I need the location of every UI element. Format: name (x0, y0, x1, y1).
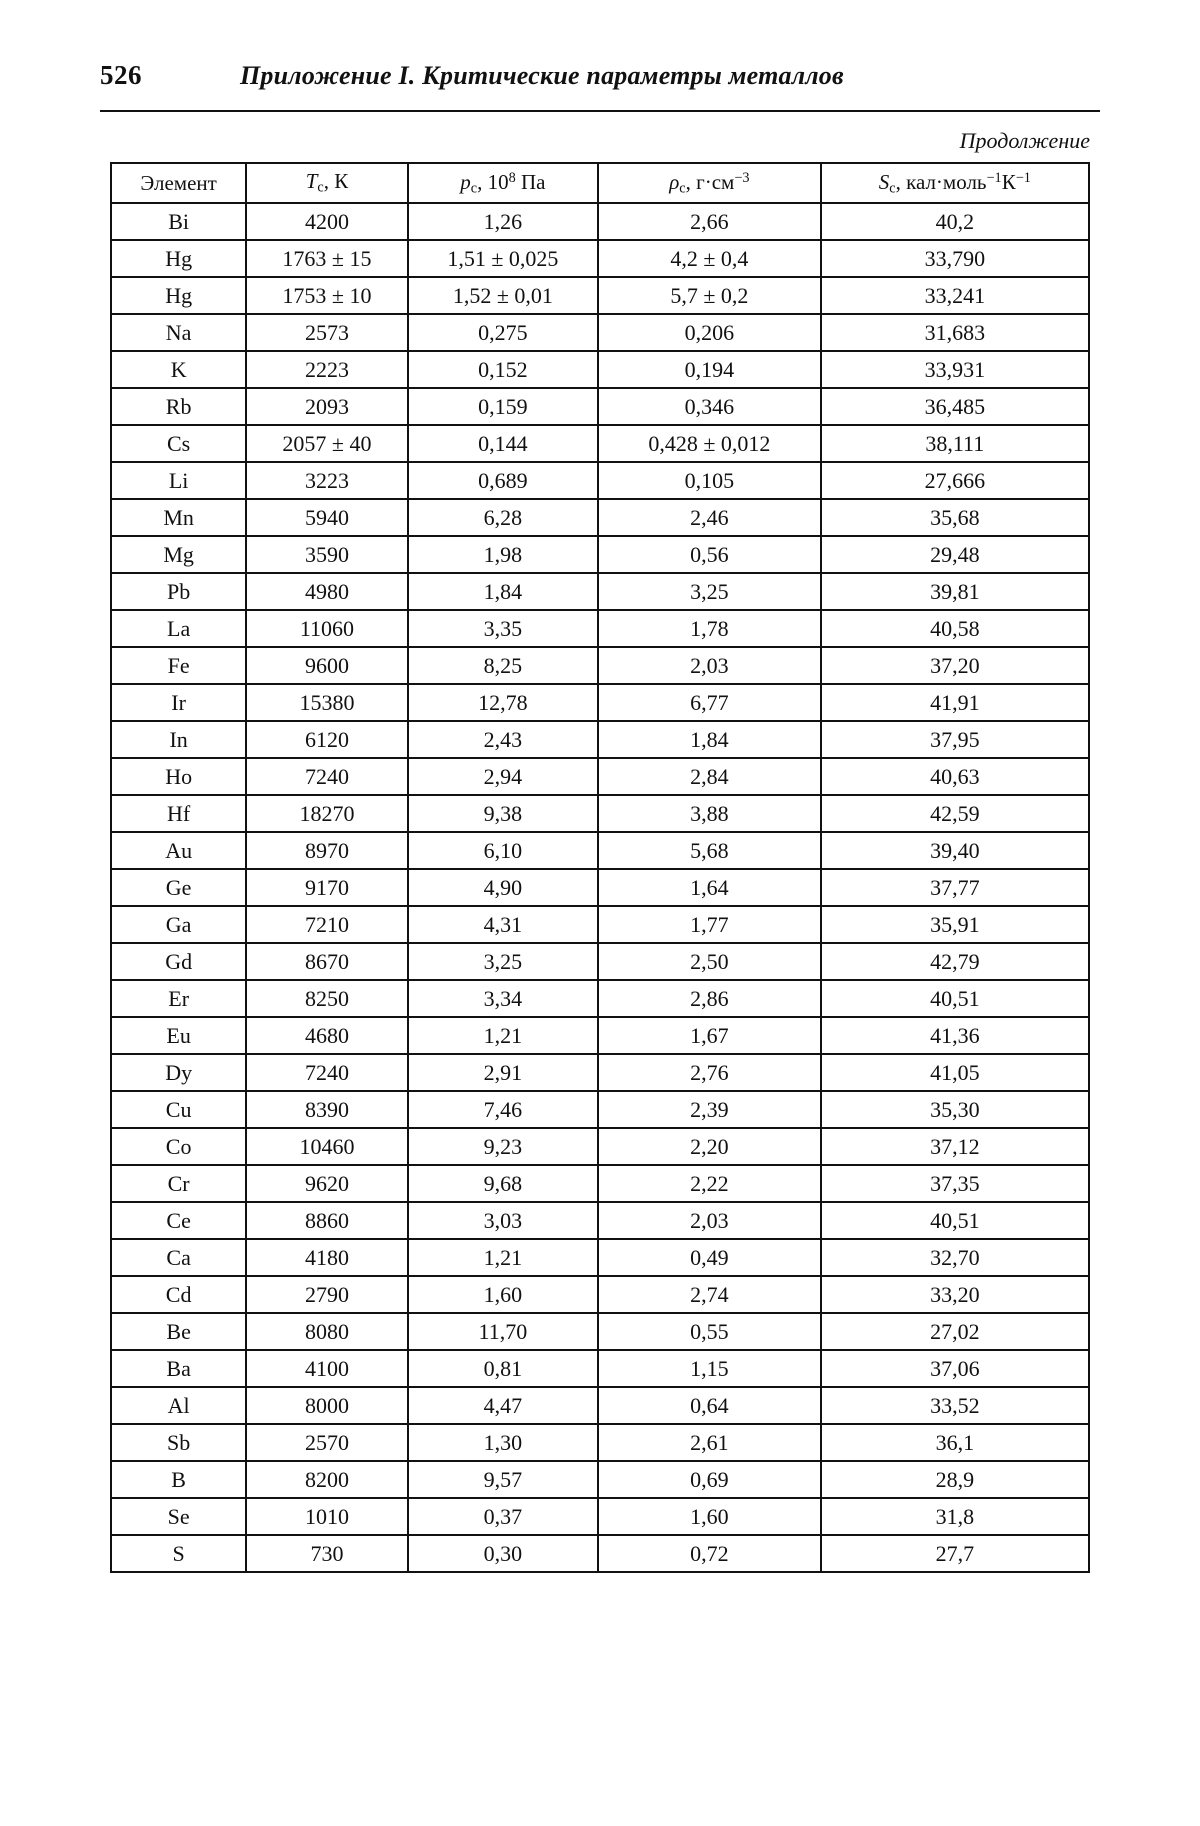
cell-rho: 0,55 (598, 1313, 821, 1350)
cell-rho: 1,64 (598, 869, 821, 906)
cell-rho: 0,49 (598, 1239, 821, 1276)
cell-pc: 9,38 (408, 795, 598, 832)
cell-pc: 2,91 (408, 1054, 598, 1091)
cell-tc: 4680 (246, 1017, 407, 1054)
cell-element: Fe (111, 647, 246, 684)
cell-pc: 11,70 (408, 1313, 598, 1350)
table-row (111, 1202, 1089, 1239)
cell-pc: 1,21 (408, 1239, 598, 1276)
cell-pc: 9,23 (408, 1128, 598, 1165)
page-title: Приложение I. Критические параметры металлов (240, 61, 844, 90)
cell-rho: 3,25 (598, 573, 821, 610)
table-row (111, 388, 1089, 425)
table-row (111, 1091, 1089, 1128)
cell-pc: 3,25 (408, 943, 598, 980)
cell-pc: 2,43 (408, 721, 598, 758)
cell-pc: 3,03 (408, 1202, 598, 1239)
cell-sc: 37,20 (821, 647, 1089, 684)
table-row (111, 906, 1089, 943)
cell-tc: 6120 (246, 721, 407, 758)
cell-element: Ce (111, 1202, 246, 1239)
cell-tc: 9620 (246, 1165, 407, 1202)
cell-rho: 5,7 ± 0,2 (598, 277, 821, 314)
cell-rho: 2,22 (598, 1165, 821, 1202)
table-row (111, 499, 1089, 536)
cell-sc: 37,95 (821, 721, 1089, 758)
cell-pc: 1,98 (408, 536, 598, 573)
cell-tc: 3223 (246, 462, 407, 499)
cell-element: Au (111, 832, 246, 869)
table-row (111, 758, 1089, 795)
cell-pc: 8,25 (408, 647, 598, 684)
cell-pc: 12,78 (408, 684, 598, 721)
cell-tc: 3590 (246, 536, 407, 573)
cell-pc: 6,10 (408, 832, 598, 869)
cell-tc: 7240 (246, 1054, 407, 1091)
cell-sc: 33,52 (821, 1387, 1089, 1424)
cell-pc: 3,35 (408, 610, 598, 647)
cell-element: K (111, 351, 246, 388)
table-row (111, 684, 1089, 721)
table-row (111, 869, 1089, 906)
cell-sc: 37,06 (821, 1350, 1089, 1387)
cell-sc: 40,51 (821, 980, 1089, 1017)
cell-element: S (111, 1535, 246, 1572)
cell-rho: 0,105 (598, 462, 821, 499)
table-row (111, 425, 1089, 462)
cell-tc: 2570 (246, 1424, 407, 1461)
cell-sc: 35,91 (821, 906, 1089, 943)
table-row (111, 1017, 1089, 1054)
cell-sc: 33,931 (821, 351, 1089, 388)
cell-pc: 1,30 (408, 1424, 598, 1461)
cell-rho: 2,84 (598, 758, 821, 795)
table-row (111, 832, 1089, 869)
cell-element: Be (111, 1313, 246, 1350)
cell-element: Mg (111, 536, 246, 573)
cell-tc: 4980 (246, 573, 407, 610)
cell-rho: 0,72 (598, 1535, 821, 1572)
cell-pc: 4,90 (408, 869, 598, 906)
cell-tc: 11060 (246, 610, 407, 647)
cell-sc: 41,91 (821, 684, 1089, 721)
cell-element: Cr (111, 1165, 246, 1202)
table-row (111, 610, 1089, 647)
cell-pc: 0,37 (408, 1498, 598, 1535)
column-header-rho: $\rho_с$, $г\cdot см^{-3}$ (598, 163, 821, 203)
cell-tc: 8080 (246, 1313, 407, 1350)
cell-sc: 27,666 (821, 462, 1089, 499)
cell-rho: 2,50 (598, 943, 821, 980)
table-row (111, 1165, 1089, 1202)
cell-rho: 4,2 ± 0,4 (598, 240, 821, 277)
cell-tc: 9600 (246, 647, 407, 684)
cell-rho: 2,03 (598, 1202, 821, 1239)
cell-element: Pb (111, 573, 246, 610)
cell-tc: 2223 (246, 351, 407, 388)
cell-pc: 2,94 (408, 758, 598, 795)
cell-sc: 40,63 (821, 758, 1089, 795)
cell-pc: 1,52 ± 0,01 (408, 277, 598, 314)
cell-sc: 37,35 (821, 1165, 1089, 1202)
cell-rho: 0,56 (598, 536, 821, 573)
cell-sc: 31,8 (821, 1498, 1089, 1535)
cell-element: In (111, 721, 246, 758)
cell-rho: 3,88 (598, 795, 821, 832)
table-row (111, 1461, 1089, 1498)
table-row (111, 1313, 1089, 1350)
cell-element: Cd (111, 1276, 246, 1313)
cell-sc: 32,70 (821, 1239, 1089, 1276)
cell-pc: 1,26 (408, 203, 598, 240)
cell-element: Gd (111, 943, 246, 980)
table-row (111, 1239, 1089, 1276)
cell-sc: 35,68 (821, 499, 1089, 536)
cell-sc: 31,683 (821, 314, 1089, 351)
cell-tc: 18270 (246, 795, 407, 832)
cell-pc: 4,47 (408, 1387, 598, 1424)
cell-element: Ho (111, 758, 246, 795)
cell-element: Na (111, 314, 246, 351)
cell-rho: 1,77 (598, 906, 821, 943)
cell-sc: 37,77 (821, 869, 1089, 906)
cell-tc: 10460 (246, 1128, 407, 1165)
column-header-tc: $T_с$, К (246, 163, 407, 203)
cell-element: Ca (111, 1239, 246, 1276)
cell-tc: 8970 (246, 832, 407, 869)
cell-pc: 6,28 (408, 499, 598, 536)
table-row (111, 573, 1089, 610)
cell-element: Cu (111, 1091, 246, 1128)
cell-element: Dy (111, 1054, 246, 1091)
cell-element: Eu (111, 1017, 246, 1054)
cell-tc: 4180 (246, 1239, 407, 1276)
cell-rho: 2,03 (598, 647, 821, 684)
cell-rho: 1,60 (598, 1498, 821, 1535)
cell-sc: 39,40 (821, 832, 1089, 869)
table-row (111, 721, 1089, 758)
cell-element: Ge (111, 869, 246, 906)
cell-element: Cs (111, 425, 246, 462)
header-divider (100, 110, 1100, 112)
cell-rho: 0,69 (598, 1461, 821, 1498)
cell-sc: 42,59 (821, 795, 1089, 832)
cell-pc: 7,46 (408, 1091, 598, 1128)
cell-pc: 1,84 (408, 573, 598, 610)
cell-element: Li (111, 462, 246, 499)
column-header-pc: $p_с$, $10^8$ Па (408, 163, 598, 203)
cell-tc: 8390 (246, 1091, 407, 1128)
cell-sc: 42,79 (821, 943, 1089, 980)
cell-tc: 7240 (246, 758, 407, 795)
cell-sc: 40,2 (821, 203, 1089, 240)
cell-sc: 33,20 (821, 1276, 1089, 1313)
cell-element: B (111, 1461, 246, 1498)
cell-tc: 2790 (246, 1276, 407, 1313)
cell-tc: 1010 (246, 1498, 407, 1535)
cell-pc: 0,81 (408, 1350, 598, 1387)
cell-pc: 1,51 ± 0,025 (408, 240, 598, 277)
page-header (100, 60, 1100, 104)
cell-sc: 33,790 (821, 240, 1089, 277)
cell-pc: 0,159 (408, 388, 598, 425)
cell-element: La (111, 610, 246, 647)
cell-rho: 0,206 (598, 314, 821, 351)
cell-pc: 1,21 (408, 1017, 598, 1054)
cell-rho: 0,64 (598, 1387, 821, 1424)
cell-rho: 5,68 (598, 832, 821, 869)
cell-tc: 1763 ± 15 (246, 240, 407, 277)
cell-sc: 36,485 (821, 388, 1089, 425)
cell-element: Hg (111, 277, 246, 314)
cell-tc: 8250 (246, 980, 407, 1017)
cell-rho: 2,61 (598, 1424, 821, 1461)
table-row (111, 277, 1089, 314)
cell-rho: 2,46 (598, 499, 821, 536)
table-row (111, 1387, 1089, 1424)
cell-tc: 9170 (246, 869, 407, 906)
cell-tc: 8000 (246, 1387, 407, 1424)
cell-rho: 2,74 (598, 1276, 821, 1313)
cell-rho: 1,78 (598, 610, 821, 647)
table-row (111, 314, 1089, 351)
table-row (111, 203, 1089, 240)
critical-parameters-table (110, 162, 1090, 1573)
column-header-sc: $S_с$, $кал\cdot моль^{-1}К^{-1}$ (821, 163, 1089, 203)
cell-rho: 2,20 (598, 1128, 821, 1165)
cell-rho: 0,428 ± 0,012 (598, 425, 821, 462)
cell-tc: 730 (246, 1535, 407, 1572)
table-row (111, 1054, 1089, 1091)
cell-rho: 2,76 (598, 1054, 821, 1091)
table-row (111, 1535, 1089, 1572)
cell-element: Hg (111, 240, 246, 277)
cell-tc: 4200 (246, 203, 407, 240)
cell-sc: 41,36 (821, 1017, 1089, 1054)
cell-rho: 0,194 (598, 351, 821, 388)
cell-pc: 0,152 (408, 351, 598, 388)
cell-rho: 2,66 (598, 203, 821, 240)
cell-sc: 27,7 (821, 1535, 1089, 1572)
continued-label: Продолжение (959, 128, 1090, 153)
cell-sc: 36,1 (821, 1424, 1089, 1461)
cell-rho: 1,15 (598, 1350, 821, 1387)
cell-element: Er (111, 980, 246, 1017)
cell-sc: 29,48 (821, 536, 1089, 573)
cell-element: Hf (111, 795, 246, 832)
table-row (111, 943, 1089, 980)
cell-element: Ba (111, 1350, 246, 1387)
cell-pc: 3,34 (408, 980, 598, 1017)
cell-tc: 1753 ± 10 (246, 277, 407, 314)
table-row (111, 795, 1089, 832)
cell-pc: 0,144 (408, 425, 598, 462)
table-row (111, 1498, 1089, 1535)
table-row (111, 1424, 1089, 1461)
cell-element: Sb (111, 1424, 246, 1461)
cell-element: Mn (111, 499, 246, 536)
cell-tc: 5940 (246, 499, 407, 536)
cell-pc: 0,689 (408, 462, 598, 499)
table-row (111, 536, 1089, 573)
cell-sc: 33,241 (821, 277, 1089, 314)
table-row (111, 1128, 1089, 1165)
cell-rho: 1,67 (598, 1017, 821, 1054)
table-row (111, 240, 1089, 277)
cell-tc: 2093 (246, 388, 407, 425)
cell-pc: 1,60 (408, 1276, 598, 1313)
page-number: 526 (100, 60, 142, 90)
table-header-row (111, 163, 1089, 203)
table-row (111, 462, 1089, 499)
cell-rho: 6,77 (598, 684, 821, 721)
cell-sc: 37,12 (821, 1128, 1089, 1165)
cell-pc: 9,57 (408, 1461, 598, 1498)
cell-rho: 2,86 (598, 980, 821, 1017)
column-header-element: Элемент (111, 163, 246, 203)
cell-tc: 4100 (246, 1350, 407, 1387)
cell-sc: 28,9 (821, 1461, 1089, 1498)
cell-sc: 40,51 (821, 1202, 1089, 1239)
cell-pc: 9,68 (408, 1165, 598, 1202)
cell-tc: 2573 (246, 314, 407, 351)
table-row (111, 1350, 1089, 1387)
cell-sc: 27,02 (821, 1313, 1089, 1350)
cell-element: Al (111, 1387, 246, 1424)
cell-rho: 0,346 (598, 388, 821, 425)
cell-sc: 38,111 (821, 425, 1089, 462)
cell-tc: 8200 (246, 1461, 407, 1498)
cell-tc: 8860 (246, 1202, 407, 1239)
table-body (111, 203, 1089, 1572)
cell-rho: 1,84 (598, 721, 821, 758)
cell-element: Bi (111, 203, 246, 240)
cell-element: Ga (111, 906, 246, 943)
cell-pc: 0,30 (408, 1535, 598, 1572)
table-row (111, 647, 1089, 684)
table-row (111, 980, 1089, 1017)
table-row (111, 351, 1089, 388)
cell-pc: 0,275 (408, 314, 598, 351)
cell-sc: 41,05 (821, 1054, 1089, 1091)
table-row (111, 1276, 1089, 1313)
cell-element: Co (111, 1128, 246, 1165)
cell-rho: 2,39 (598, 1091, 821, 1128)
cell-tc: 15380 (246, 684, 407, 721)
cell-sc: 35,30 (821, 1091, 1089, 1128)
cell-element: Se (111, 1498, 246, 1535)
cell-tc: 7210 (246, 906, 407, 943)
cell-tc: 2057 ± 40 (246, 425, 407, 462)
cell-sc: 40,58 (821, 610, 1089, 647)
cell-pc: 4,31 (408, 906, 598, 943)
cell-element: Rb (111, 388, 246, 425)
cell-tc: 8670 (246, 943, 407, 980)
cell-element: Ir (111, 684, 246, 721)
cell-sc: 39,81 (821, 573, 1089, 610)
